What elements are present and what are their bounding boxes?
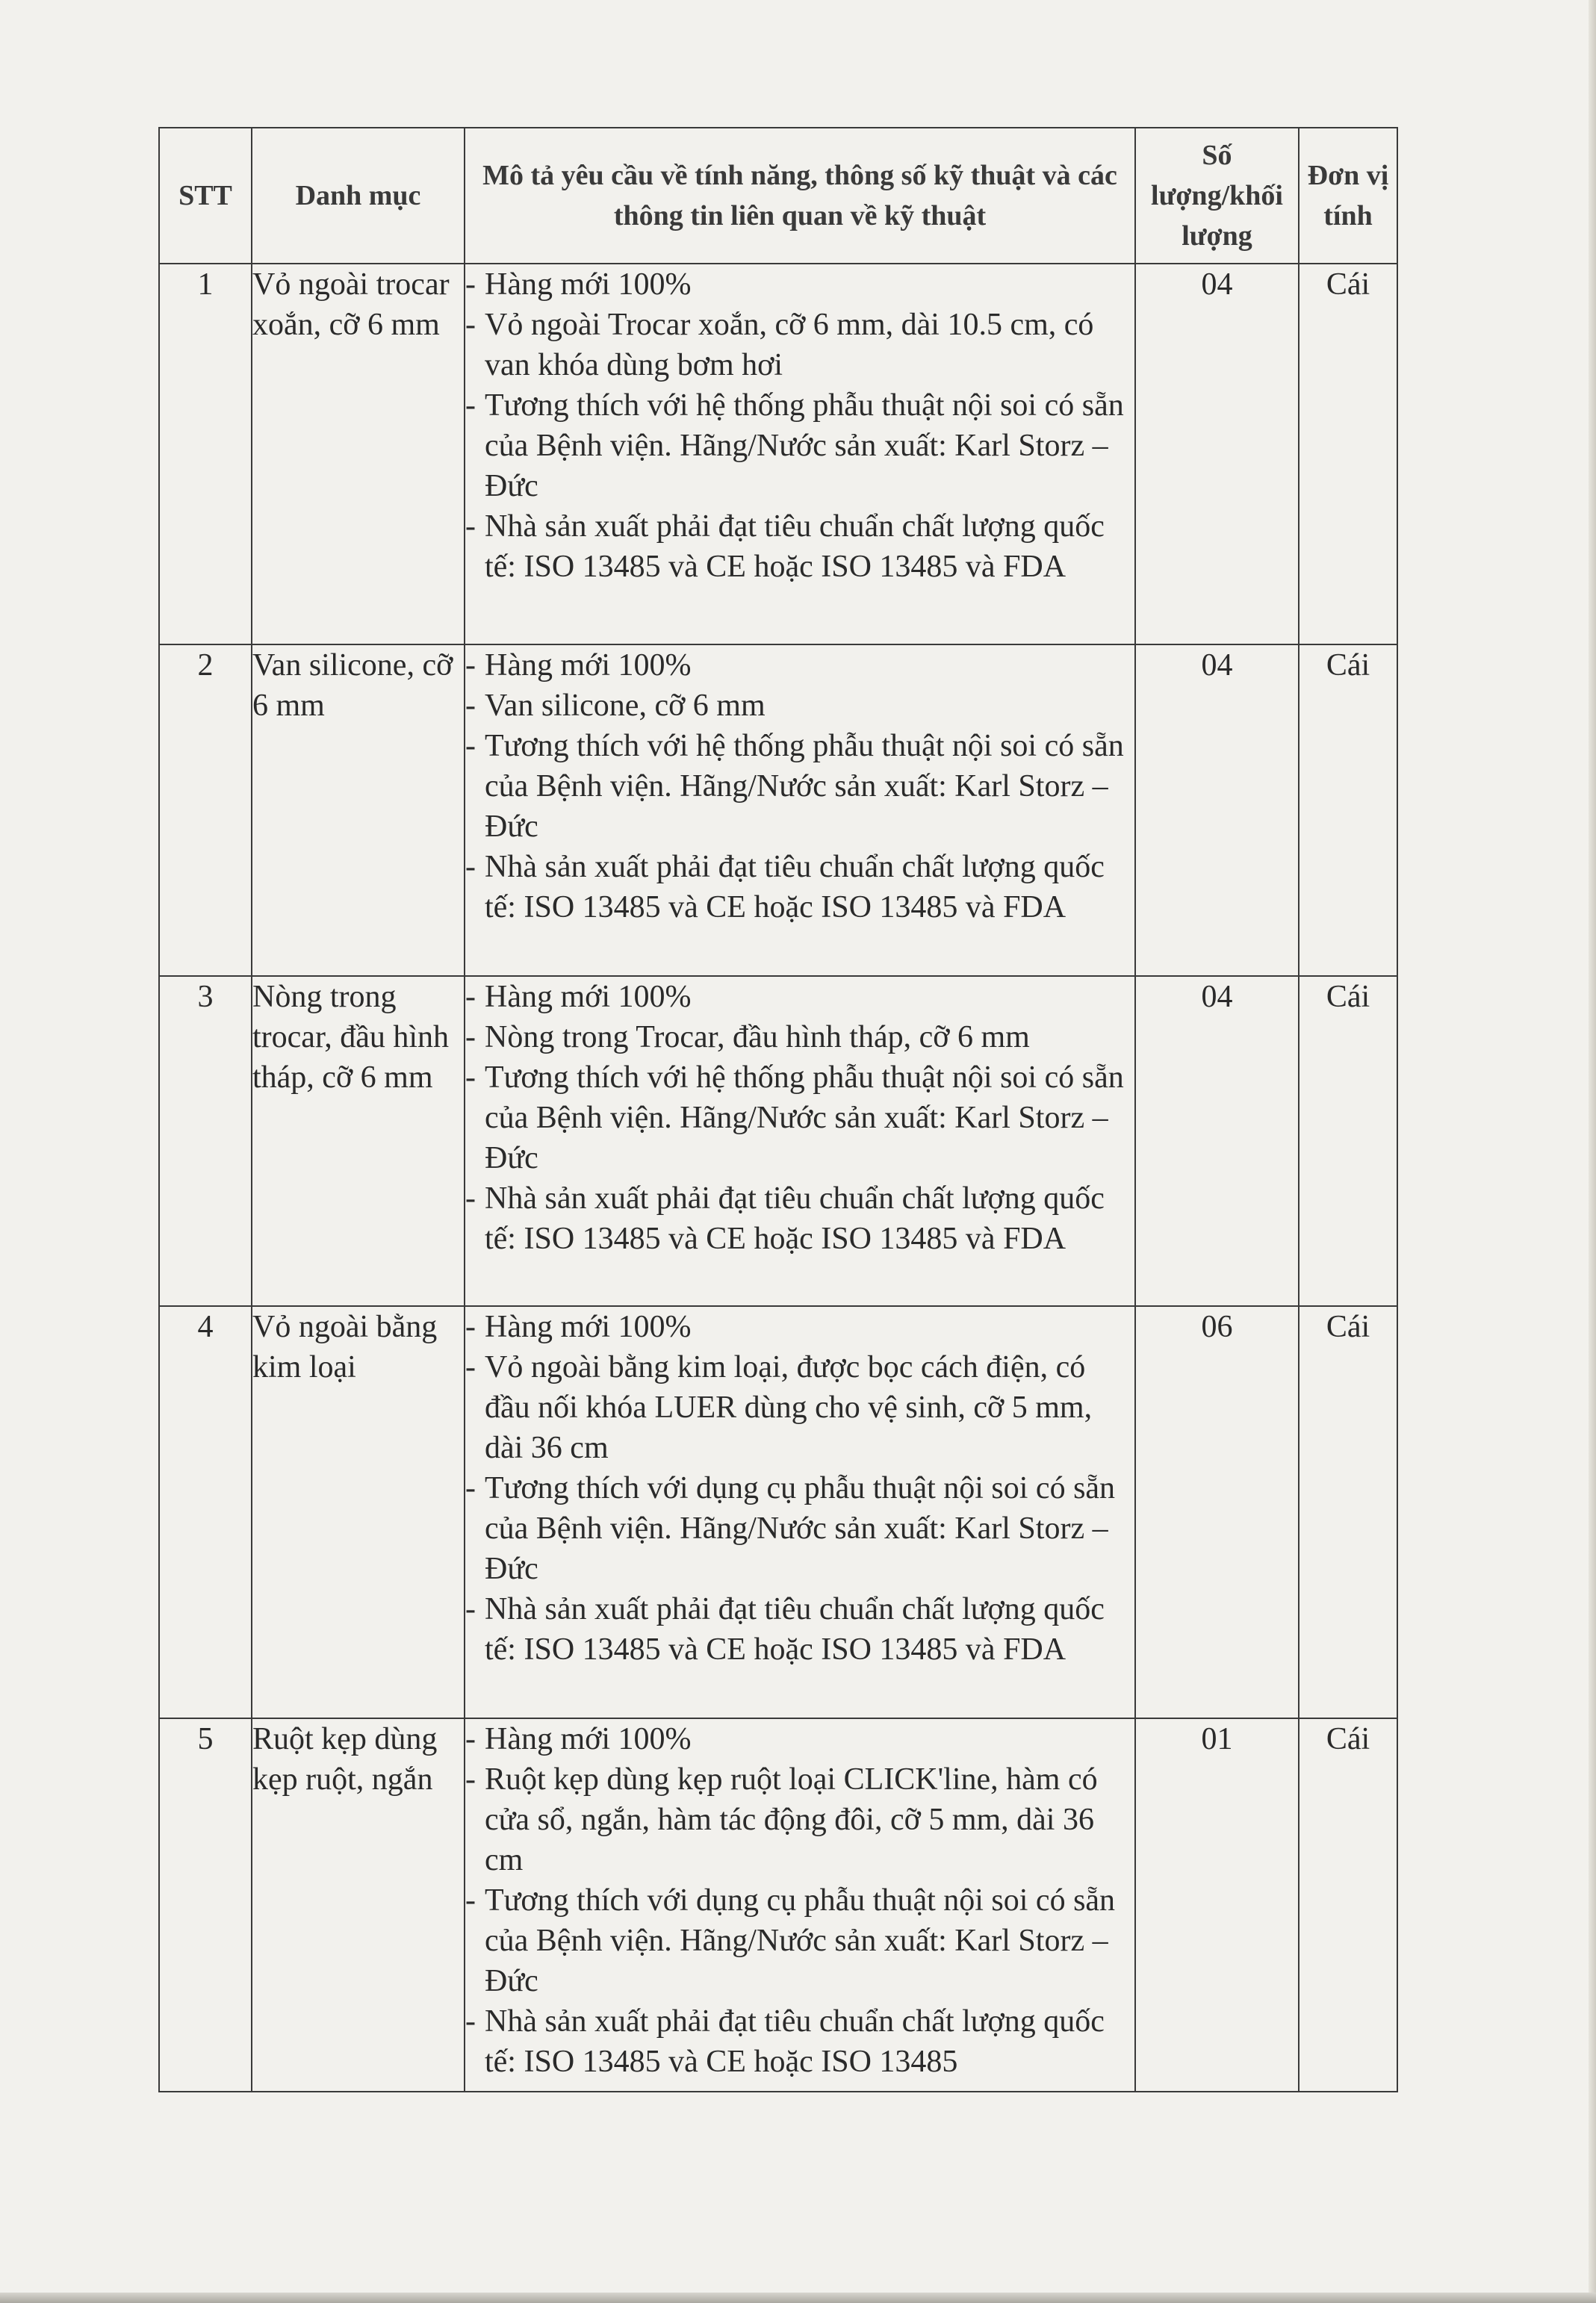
description-line: - Vỏ ngoài Trocar xoắn, cỡ 6 mm, dài 10.5 cm, có van khóa dùng bơm hơi [465, 305, 1134, 385]
description-line: - Vỏ ngoài bằng kim loại, được bọc cách điện, có đầu nối khóa LUER dùng cho vệ sinh, cỡ 5 mm, dài 36 cm [465, 1347, 1134, 1468]
description-list [465, 977, 1134, 1259]
row-category: Van silicone, cỡ 6 mm [252, 644, 465, 976]
table-row [159, 1718, 1397, 2092]
row-quantity: 01 [1135, 1718, 1299, 2092]
row-category: Ruột kẹp dùng kẹp ruột, ngắn [252, 1718, 465, 2092]
description-line: - Nhà sản xuất phải đạt tiêu chuẩn chất lượng quốc tế: ISO 13485 và CE hoặc ISO 13485 và FDA [465, 506, 1134, 587]
row-stt: 2 [159, 644, 252, 976]
description-line: - Hàng mới 100% [465, 1719, 1134, 1759]
row-description [465, 976, 1135, 1306]
header-description: Mô tả yêu cầu về tính năng, thông số kỹ thuật và các thông tin liên quan về kỹ thuật [465, 128, 1135, 264]
row-quantity: 06 [1135, 1306, 1299, 1718]
description-line: - Tương thích với hệ thống phẫu thuật nội soi có sẵn của Bệnh viện. Hãng/Nước sản xuất: Karl Storz – Đức [465, 726, 1134, 847]
description-list [465, 645, 1134, 927]
row-unit: Cái [1299, 644, 1397, 976]
description-list [465, 264, 1134, 587]
table-row [159, 976, 1397, 1306]
table-row [159, 644, 1397, 976]
header-category: Danh mục [252, 128, 465, 264]
row-unit: Cái [1299, 1306, 1397, 1718]
row-description [465, 264, 1135, 644]
table-row [159, 264, 1397, 644]
description-line: - Hàng mới 100% [465, 645, 1134, 686]
row-description [465, 1718, 1135, 2092]
row-stt: 3 [159, 976, 252, 1306]
description-line: - Tương thích với hệ thống phẫu thuật nội soi có sẵn của Bệnh viện. Hãng/Nước sản xuất: Karl Storz – Đức [465, 385, 1134, 506]
row-stt: 1 [159, 264, 252, 644]
description-line: - Nhà sản xuất phải đạt tiêu chuẩn chất lượng quốc tế: ISO 13485 và CE hoặc ISO 13485 và FDA [465, 1178, 1134, 1259]
row-description [465, 644, 1135, 976]
row-stt: 4 [159, 1306, 252, 1718]
row-stt: 5 [159, 1718, 252, 2092]
row-quantity: 04 [1135, 264, 1299, 644]
row-quantity: 04 [1135, 976, 1299, 1306]
description-line: - Nòng trong Trocar, đầu hình tháp, cỡ 6 mm [465, 1017, 1134, 1057]
row-unit: Cái [1299, 264, 1397, 644]
header-quantity: Số lượng/khối lượng [1135, 128, 1299, 264]
page-bottom-edge [0, 2293, 1596, 2303]
description-line: - Tương thích với dụng cụ phẫu thuật nội soi có sẵn của Bệnh viện. Hãng/Nước sản xuất: Karl Storz – Đức [465, 1468, 1134, 1589]
header-stt: STT [159, 128, 252, 264]
description-list [465, 1307, 1134, 1670]
description-line: - Nhà sản xuất phải đạt tiêu chuẩn chất lượng quốc tế: ISO 13485 và CE hoặc ISO 13485 và FDA [465, 1589, 1134, 1670]
row-unit: Cái [1299, 1718, 1397, 2092]
row-quantity: 04 [1135, 644, 1299, 976]
description-line: - Tương thích với dụng cụ phẫu thuật nội soi có sẵn của Bệnh viện. Hãng/Nước sản xuất: Karl Storz – Đức [465, 1880, 1134, 2001]
table-body [159, 264, 1397, 2092]
description-line: - Nhà sản xuất phải đạt tiêu chuẩn chất lượng quốc tế: ISO 13485 và CE hoặc ISO 13485 và FDA [465, 847, 1134, 927]
description-line: - Ruột kẹp dùng kẹp ruột loại CLICK'line, hàm có cửa sổ, ngắn, hàm tác động đôi, cỡ 5 mm, dài 36 cm [465, 1759, 1134, 1880]
row-unit: Cái [1299, 976, 1397, 1306]
description-line: - Tương thích với hệ thống phẫu thuật nội soi có sẵn của Bệnh viện. Hãng/Nước sản xuất: Karl Storz – Đức [465, 1057, 1134, 1178]
spec-table [158, 127, 1398, 2092]
row-description [465, 1306, 1135, 1718]
header-row [159, 128, 1397, 264]
row-category: Vỏ ngoài trocar xoắn, cỡ 6 mm [252, 264, 465, 644]
row-category: Nòng trong trocar, đầu hình tháp, cỡ 6 mm [252, 976, 465, 1306]
description-line: - Hàng mới 100% [465, 977, 1134, 1017]
table-row [159, 1306, 1397, 1718]
row-category: Vỏ ngoài bằng kim loại [252, 1306, 465, 1718]
description-list [465, 1719, 1134, 2082]
description-line: - Hàng mới 100% [465, 264, 1134, 305]
description-line: - Van silicone, cỡ 6 mm [465, 686, 1134, 726]
header-unit: Đơn vị tính [1299, 128, 1397, 264]
page-right-edge [1589, 0, 1596, 2303]
description-line: - Hàng mới 100% [465, 1307, 1134, 1347]
description-line: - Nhà sản xuất phải đạt tiêu chuẩn chất lượng quốc tế: ISO 13485 và CE hoặc ISO 13485 [465, 2001, 1134, 2082]
